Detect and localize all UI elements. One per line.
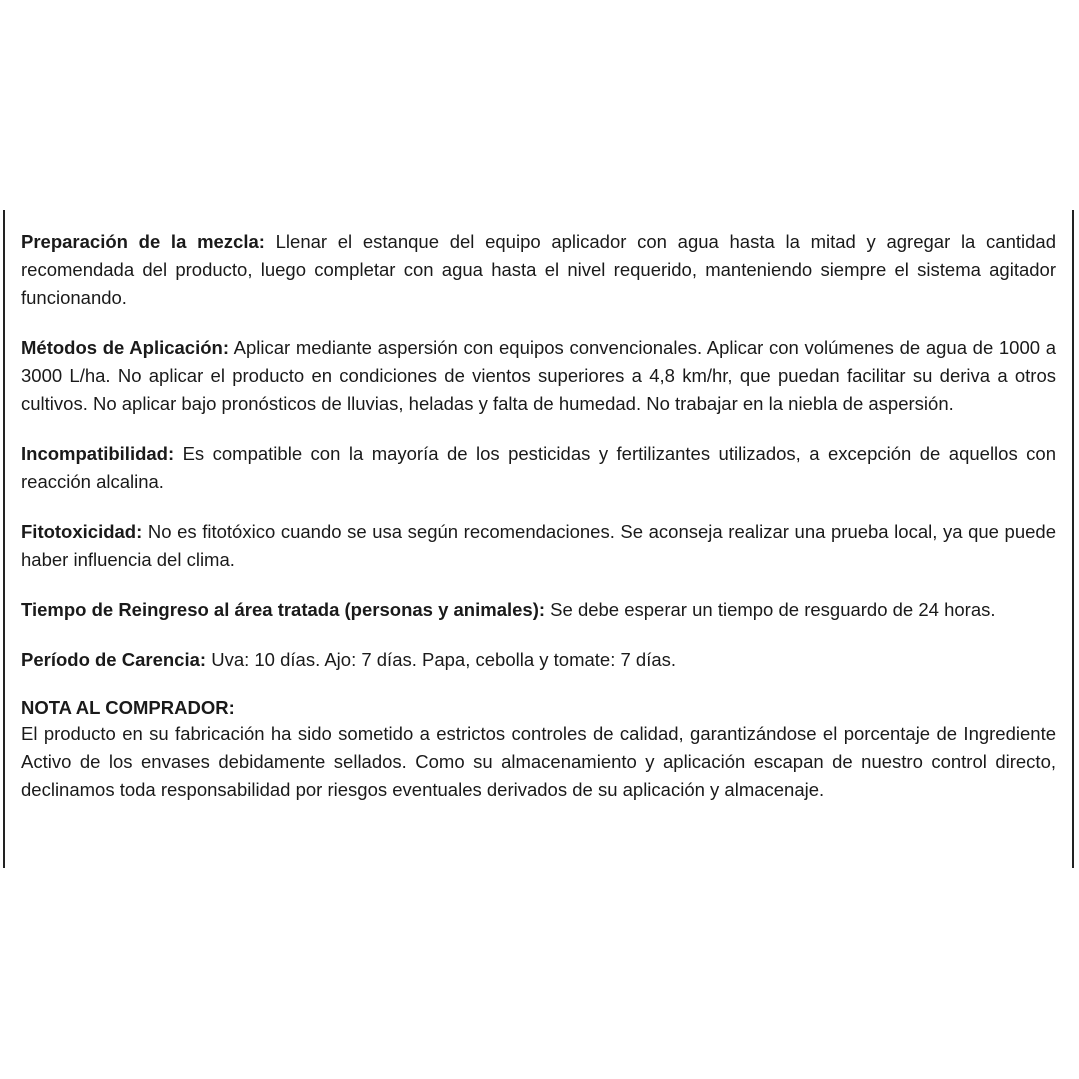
- section-paragraph: [21, 646, 1056, 674]
- section-paragraph: [21, 228, 1056, 312]
- section-text: No es fitotóxico cuando se usa según recomendaciones. Se aconseja realizar una prueba local, ya que puede haber influencia del clima.: [21, 521, 1056, 570]
- section-label: Fitotoxicidad:: [21, 521, 143, 542]
- section-text: Llenar el estanque del equipo aplicador con agua hasta la mitad y agregar la cantidad recomendada del producto, luego completar con agua hasta el nivel requerido, manteniendo siempre el sistema agitador funcionando.: [21, 231, 1056, 308]
- section-nota-comprador: [21, 696, 1056, 804]
- section-metodos-aplicacion: [21, 334, 1056, 418]
- section-text: Es compatible con la mayoría de los pesticidas y fertilizantes utilizados, a excepción de aquellos con reacción alcalina.: [21, 443, 1056, 492]
- section-label: Preparación de la mezcla:: [21, 231, 265, 252]
- note-text: El producto en su fabricación ha sido sometido a estrictos controles de calidad, garantizándose el porcentaje de Ingrediente Activo de los envases debidamente sellados. Como su almacenamiento y aplicación escapan de nuestro control directo, declinamos toda responsabilidad por riesgos eventuales derivados de su aplicación y almacenaje.: [21, 723, 1056, 800]
- section-incompatibilidad: [21, 440, 1056, 496]
- section-paragraph: [21, 334, 1056, 418]
- section-tiempo-reingreso: [21, 596, 1056, 624]
- section-paragraph: [21, 596, 1056, 624]
- section-label: Métodos de Aplicación:: [21, 337, 229, 358]
- label-panel: [3, 210, 1074, 868]
- section-paragraph: [21, 518, 1056, 574]
- section-paragraph: [21, 440, 1056, 496]
- section-periodo-carencia: [21, 646, 1056, 674]
- section-text: Se debe esperar un tiempo de resguardo de 24 horas.: [545, 599, 996, 620]
- section-label: Incompatibilidad:: [21, 443, 175, 464]
- section-fitotoxicidad: [21, 518, 1056, 574]
- label-content: [21, 228, 1056, 826]
- section-label: Tiempo de Reingreso al área tratada (personas y animales):: [21, 599, 546, 620]
- section-text: Aplicar mediante aspersión con equipos convencionales. Aplicar con volúmenes de agua de 1000 a 3000 L/ha. No aplicar el producto en condiciones de vientos superiores a 4,8 km/hr, que puedan facilitar su deriva a otros cultivos. No aplicar bajo pronósticos de lluvias, heladas y falta de humedad. No trabajar en la niebla de aspersión.: [21, 337, 1056, 414]
- note-heading: NOTA AL COMPRADOR:: [21, 697, 235, 718]
- section-text: Uva: 10 días. Ajo: 7 días. Papa, cebolla y tomate: 7 días.: [206, 649, 677, 670]
- section-preparacion: [21, 228, 1056, 312]
- section-label: Período de Carencia:: [21, 649, 207, 670]
